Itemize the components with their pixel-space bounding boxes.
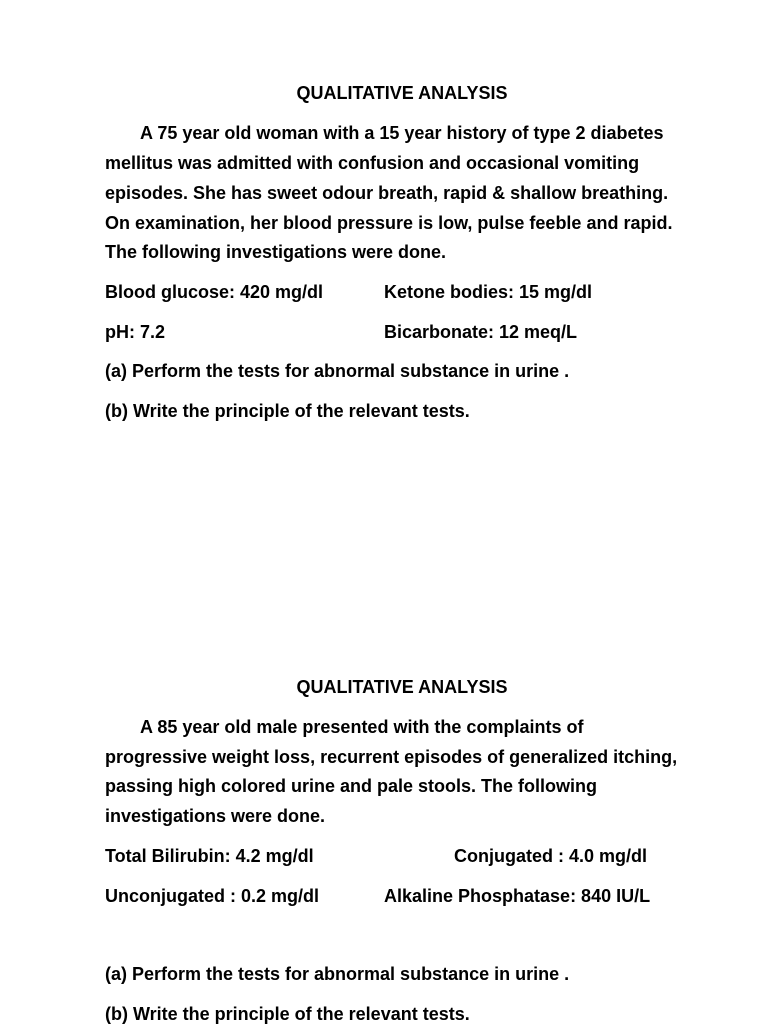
case-2-paragraph-line: investigations were done. — [105, 806, 326, 826]
case-1-question-a: (a) Perform the tests for abnormal substance in urine . — [105, 361, 570, 381]
case-1-paragraph-line: A 75 year old woman with a 15 year history of type 2 diabetes — [140, 123, 664, 143]
case-1-paragraph-line: On examination, her blood pressure is low, pulse feeble and rapid. — [105, 213, 673, 233]
case-1-paragraph-line: mellitus was admitted with confusion and occasional vomiting — [105, 153, 640, 173]
case-2-finding-right: Conjugated : 4.0 mg/dl — [454, 846, 648, 866]
case-2-finding-right: Alkaline Phosphatase: 840 IU/L — [384, 886, 651, 906]
case-1-finding-left: pH: 7.2 — [105, 322, 166, 342]
case-2-paragraph-line: A 85 year old male presented with the complaints of — [140, 717, 584, 737]
case-1-title: QUALITATIVE ANALYSIS — [296, 83, 508, 103]
case-2-finding-left: Total Bilirubin: 4.2 mg/dl — [105, 846, 314, 866]
case-2-paragraph-line: passing high colored urine and pale stools. The following — [105, 776, 598, 796]
case-1-finding-left: Blood glucose: 420 mg/dl — [105, 282, 324, 302]
case-2-title: QUALITATIVE ANALYSIS — [296, 677, 508, 697]
case-1-finding-right: Ketone bodies: 15 mg/dl — [384, 282, 593, 302]
case-1-finding-right: Bicarbonate: 12 meq/L — [384, 322, 578, 342]
case-2-question-b: (b) Write the principle of the relevant tests. — [105, 1004, 470, 1024]
case-2-question-a: (a) Perform the tests for abnormal substance in urine . — [105, 964, 570, 984]
case-2-paragraph-line: progressive weight loss, recurrent episodes of generalized itching, — [105, 747, 678, 767]
case-1-paragraph-line: The following investigations were done. — [105, 242, 447, 262]
case-1-paragraph-line: episodes. She has sweet odour breath, rapid & shallow breathing. — [105, 183, 669, 203]
case-2-finding-left: Unconjugated : 0.2 mg/dl — [105, 886, 320, 906]
case-1-question-b: (b) Write the principle of the relevant tests. — [105, 401, 470, 421]
